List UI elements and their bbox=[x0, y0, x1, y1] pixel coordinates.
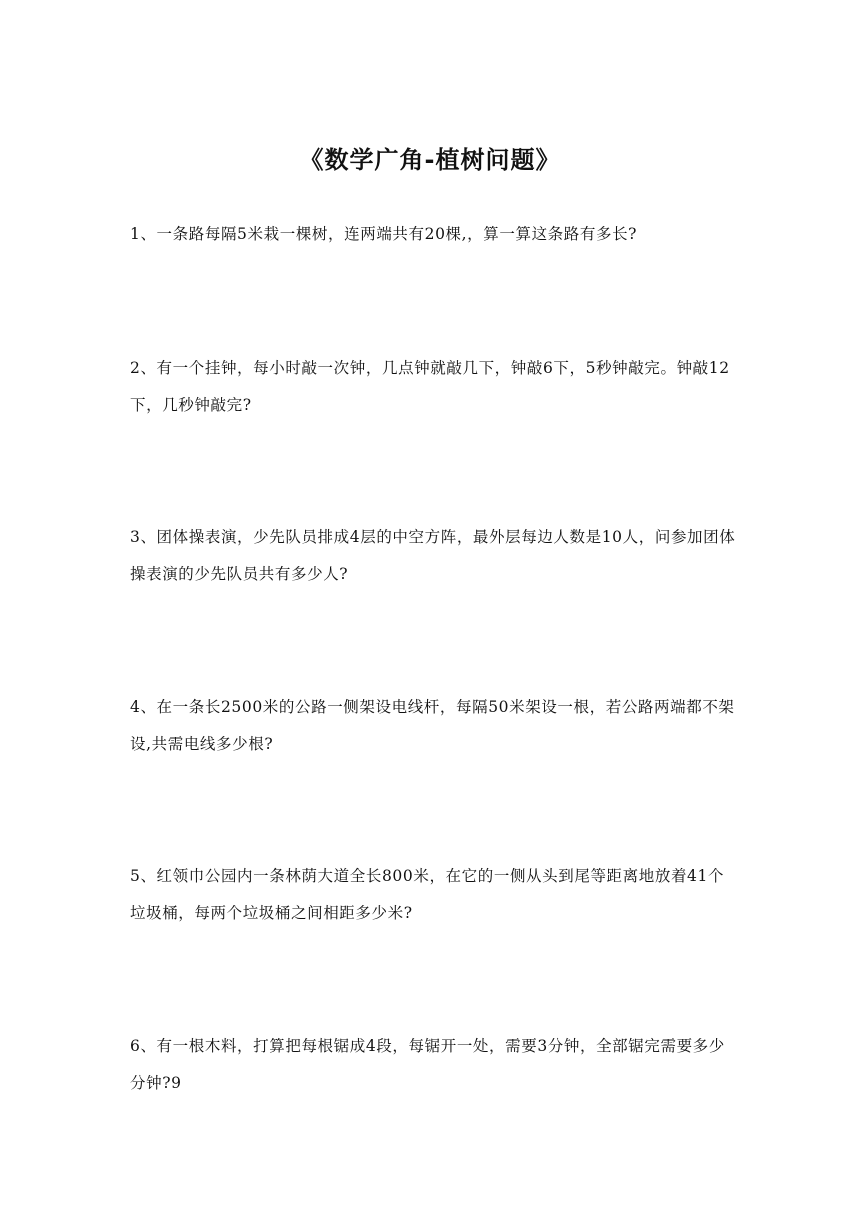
question-6: 6、有一根木料，打算把每根锯成4段，每锯开一处，需要3分钟，全部锯完需要多少分钟?9 bbox=[130, 1037, 725, 1092]
question-1: 1、一条路每隔5米栽一棵树，连两端共有20棵,，算一算这条路有多长? bbox=[130, 225, 638, 243]
page-title: 《数学广角-植树问题》 bbox=[299, 146, 561, 174]
question-4: 4、在一条长2500米的公路一侧架设电线杆，每隔50米架设一根，若公路两端都不架设,共需电线多少根? bbox=[130, 698, 735, 753]
question-5: 5、红领巾公园内一条林荫大道全长800米，在它的一侧从头到尾等距离地放着41个垃圾桶，每两个垃圾桶之间相距多少米? bbox=[130, 867, 725, 922]
question-3: 3、团体操表演，少先队员排成4层的中空方阵，最外层每边人数是10人，问参加团体操表演的少先队员共有多少人? bbox=[130, 528, 736, 583]
question-2: 2、有一个挂钟，每小时敲一次钟，几点钟就敲几下，钟敲6下，5秒钟敲完。钟敲12下，几秒钟敲完? bbox=[130, 359, 730, 414]
